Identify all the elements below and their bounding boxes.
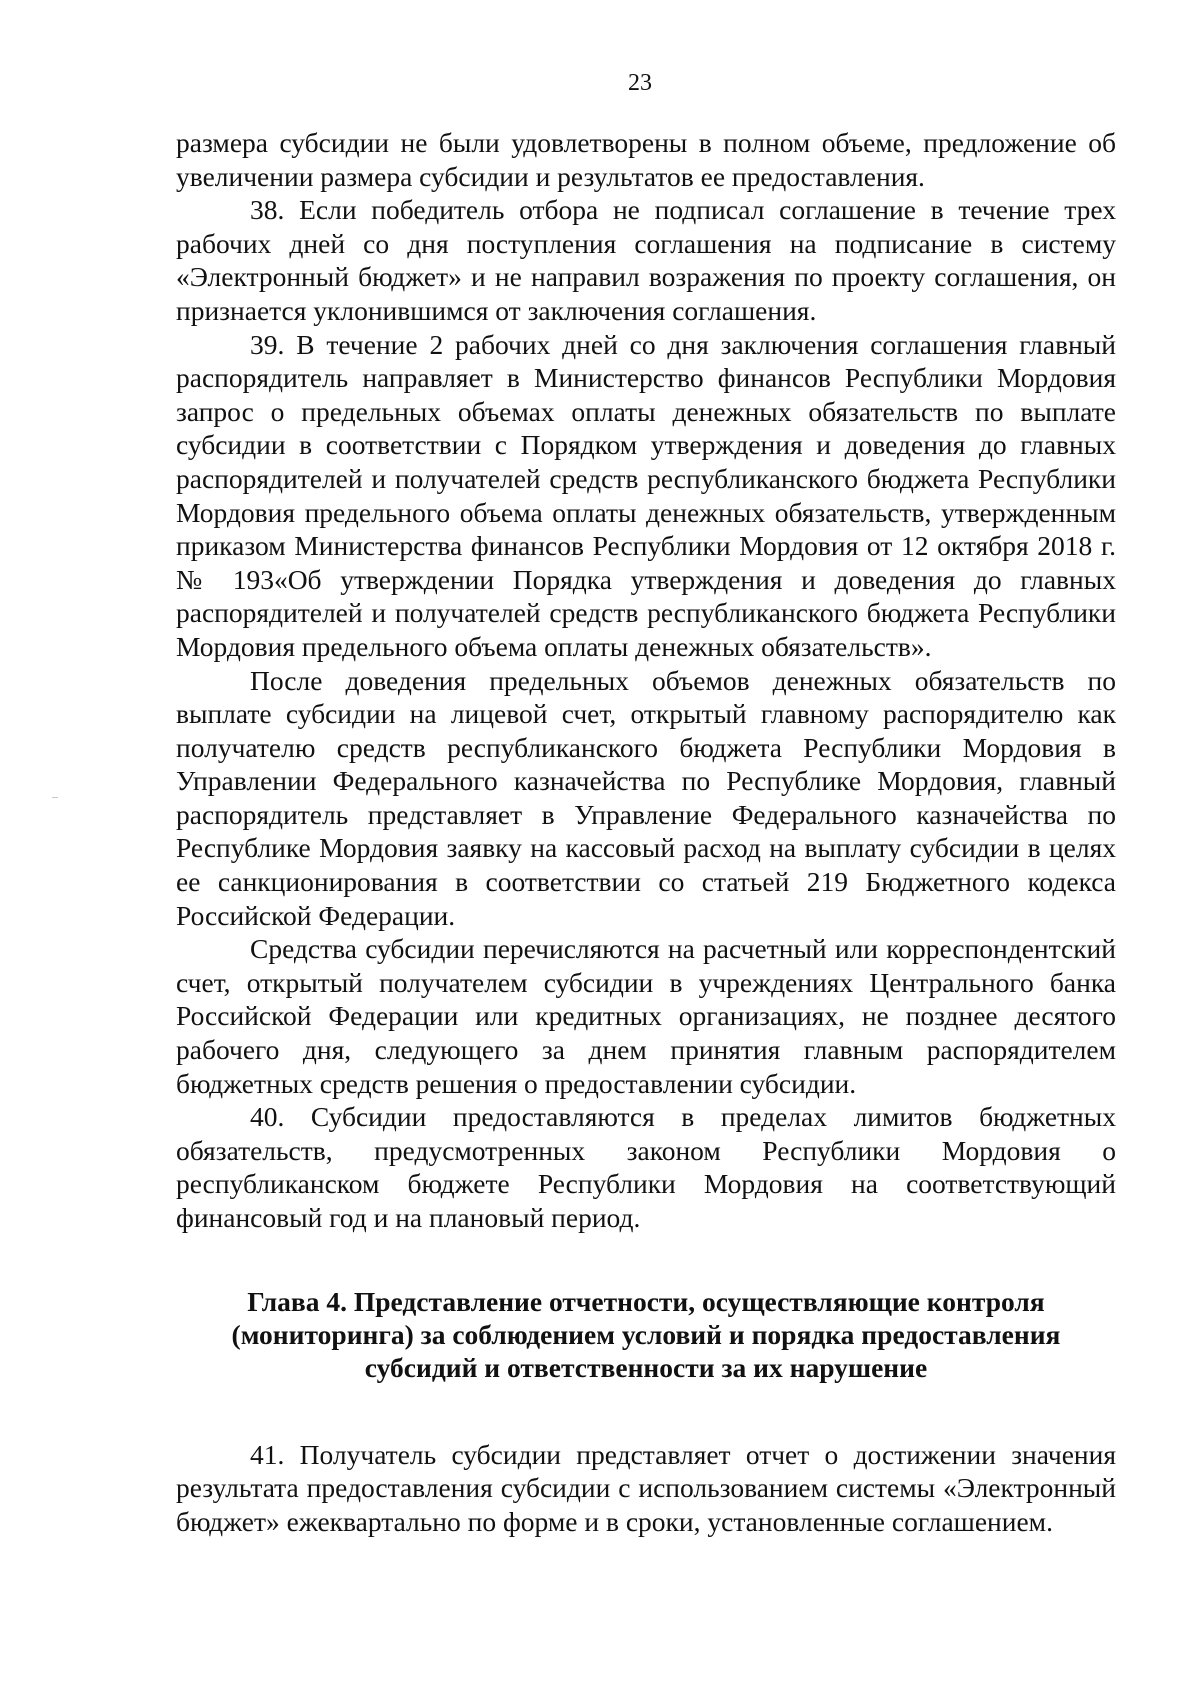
- paragraph-continued: размера субсидии не были удовлетворены в полном объеме, предложение об увеличении размера субсидии и результатов ее предоставления.: [176, 127, 1116, 192]
- chapter-heading: Глава 4. Представление отчетности, осуществляющие контроля (мониторинга) за соблюдением условий и порядка предоставления субсидий и ответственности за их нарушение: [231, 1285, 1061, 1383]
- paragraph-41: 41. Получатель субсидии представляет отчет о достижении значения результата предоставления субсидии с использованием системы «Электронный бюджет» ежеквартально по форме и в сроки, установленные соглашением.: [176, 1438, 1116, 1537]
- page-number: 23: [628, 70, 652, 96]
- paragraph-funds-transfer: Средства субсидии перечисляются на расчетный или корреспондентский счет, открытый получателем субсидии в учреждениях Центрального банка Российской Федерации или кредитных организациях, не позднее десятого рабочего дня, следующего за днем принятия главным распорядителем бюджетных средств решения о предоставлении субсидии.: [176, 933, 1116, 1099]
- paragraph-38: 38. Если победитель отбора не подписал соглашение в течение трех рабочих дней со дня поступления соглашения на подписание в систему «Электронный бюджет» и не направил возражения по проекту соглашения, он признается уклонившимся от заключения соглашения.: [176, 194, 1116, 326]
- document-body: [176, 126, 1116, 1538]
- paragraph-40: 40. Субсидии предоставляются в пределах лимитов бюджетных обязательств, предусмотренных законом Республики Мордовия о республиканском бюджете Республики Мордовия на соответствующий финансовый год и на плановый период.: [176, 1101, 1116, 1233]
- scan-mark: [52, 797, 58, 798]
- paragraph-limits-transfer: После доведения предельных объемов денежных обязательств по выплате субсидии на лицевой счет, открытый главному распорядителю как получателю средств республиканского бюджета Республики Мордовия в Управлении Федерального казначейства по Республике Мордовия, главный распорядитель представляет в Управление Федерального казначейства по Республике Мордовия заявку на кассовый расход на выплату субсидии в целях ее санкционирования в соответствии со статьей 219 Бюджетного кодекса Российской Федерации.: [176, 664, 1116, 931]
- paragraph-39: 39. В течение 2 рабочих дней со дня заключения соглашения главный распорядитель направляет в Министерство финансов Республики Мордовия запрос о предельных объемах оплаты денежных обязательств по выплате субсидии в соответствии с Порядком утверждения и доведения до главных распорядителей и получателей средств республиканского бюджета Республики Мордовия предельного объема оплаты денежных обязательств, утвержденным приказом Министерства финансов Республики Мордовия от 12 октября 2018 г. № 193«Об утверждении Порядка утверждения и доведения до главных распорядителей и получателей средств республиканского бюджета Республики Мордовия предельного объема оплаты денежных обязательств».: [176, 328, 1116, 662]
